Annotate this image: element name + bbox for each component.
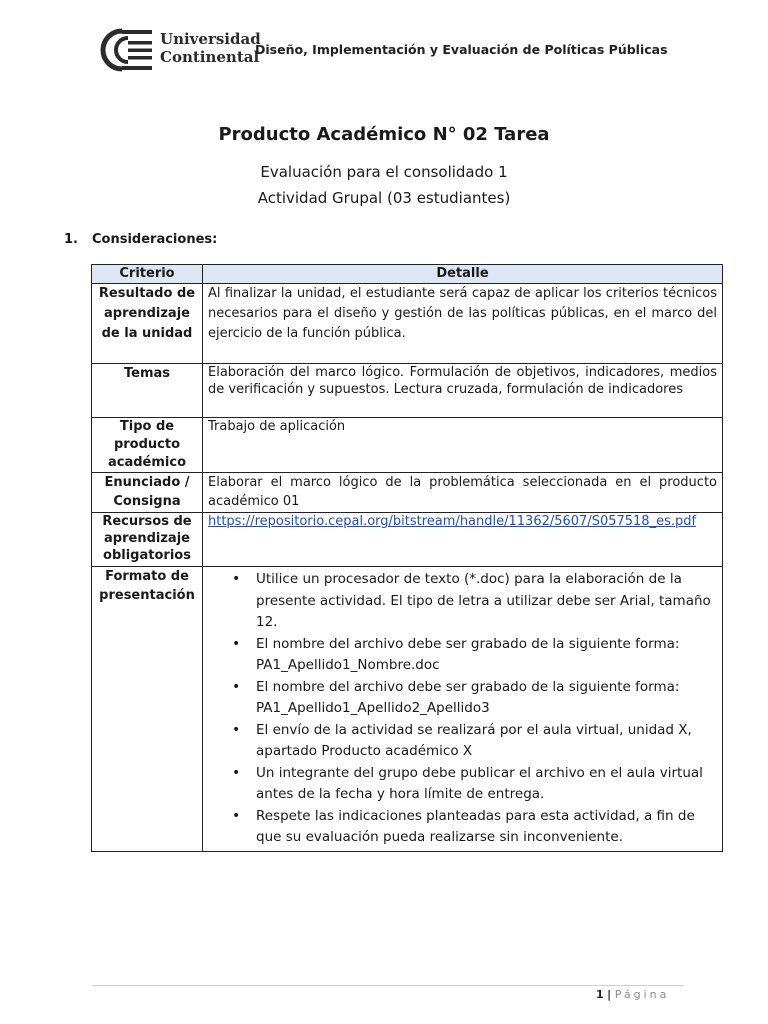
document-subtitle-1: Evaluación para el consolidado 1	[260, 163, 508, 181]
table-header-row	[92, 265, 723, 284]
list-item: • Un integrante del grupo debe publicar el archivo en el aula virtual antes de la fecha y hora límite de entrega.	[256, 763, 717, 806]
table-row	[92, 284, 723, 364]
row-label: Enunciado / Consigna	[92, 473, 203, 513]
list-item: • El envío de la actividad se realizará por el aula virtual, unidad X, apartado Producto académico X	[256, 720, 717, 763]
section-number: 1.	[64, 232, 78, 247]
footer-separator: |	[607, 988, 612, 1001]
row-detail: Trabajo de aplicación	[203, 418, 723, 473]
row-label: Resultado de aprendizaje de la unidad	[92, 284, 203, 364]
page-header	[92, 24, 692, 76]
document-title: Producto Académico N° 02 Tarea	[218, 124, 550, 145]
row-detail: Elaborar el marco lógico de la problemática seleccionada en el producto académico 01	[203, 473, 723, 513]
row-label: Temas	[92, 364, 203, 418]
section-title: Consideraciones:	[92, 232, 218, 247]
table-row	[92, 418, 723, 473]
logo-wordmark	[160, 30, 261, 66]
column-header-detalle: Detalle	[203, 265, 723, 284]
table-row	[92, 473, 723, 513]
list-item: • El nombre del archivo debe ser grabado de la siguiente forma: PA1_Apellido1_Apellido2_Apellido3	[256, 677, 717, 720]
table-row	[92, 567, 723, 852]
course-title: Diseño, Implementación y Evaluación de Políticas Públicas	[255, 42, 668, 57]
row-detail: Elaboración del marco lógico. Formulación de objetivos, indicadores, medios de verificación y supuestos. Lectura cruzada, formulación de indicadores	[203, 364, 723, 418]
list-item: • El nombre del archivo debe ser grabado de la siguiente forma: PA1_Apellido1_Nombre.doc	[256, 634, 717, 677]
format-bullet-list	[208, 569, 717, 849]
list-item: • Respete las indicaciones planteadas para esta actividad, a fin de que su evaluación pueda realizarse sin inconveniente.	[256, 806, 717, 849]
logo-line-2: Continental	[160, 48, 260, 66]
row-detail	[203, 567, 723, 852]
footer-divider	[92, 985, 684, 986]
row-detail: Al finalizar la unidad, el estudiante será capaz de aplicar los criterios técnicos necesarios para el diseño y gestión de las políticas públicas, en el marco del ejercicio de la función pública.	[203, 284, 723, 364]
criteria-table	[91, 264, 723, 852]
document-subtitle-2: Actividad Grupal (03 estudiantes)	[257, 189, 511, 207]
row-label: Tipo de producto académico	[92, 418, 203, 473]
row-label: Formato de presentación	[92, 567, 203, 852]
page-number: 1	[596, 988, 604, 1001]
table-row	[92, 513, 723, 567]
list-item: • Utilice un procesador de texto (*.doc) para la elaboración de la presente actividad. El tipo de letra a utilizar debe ser Arial, tamaño 12.	[256, 569, 717, 634]
row-detail	[203, 513, 723, 567]
section-heading	[64, 232, 217, 247]
logo-line-1: Universidad	[160, 30, 261, 48]
resource-link[interactable]: https://repositorio.cepal.org/bitstream/handle/11362/5607/S057518_es.pdf	[208, 514, 697, 529]
column-header-criterio: Criterio	[92, 265, 203, 284]
table-row	[92, 364, 723, 418]
page-footer	[596, 988, 669, 1001]
page-word: Página	[614, 988, 670, 1001]
row-label: Recursos de aprendizaje obligatorios	[92, 513, 203, 567]
universidad-continental-logo-icon	[92, 28, 154, 72]
